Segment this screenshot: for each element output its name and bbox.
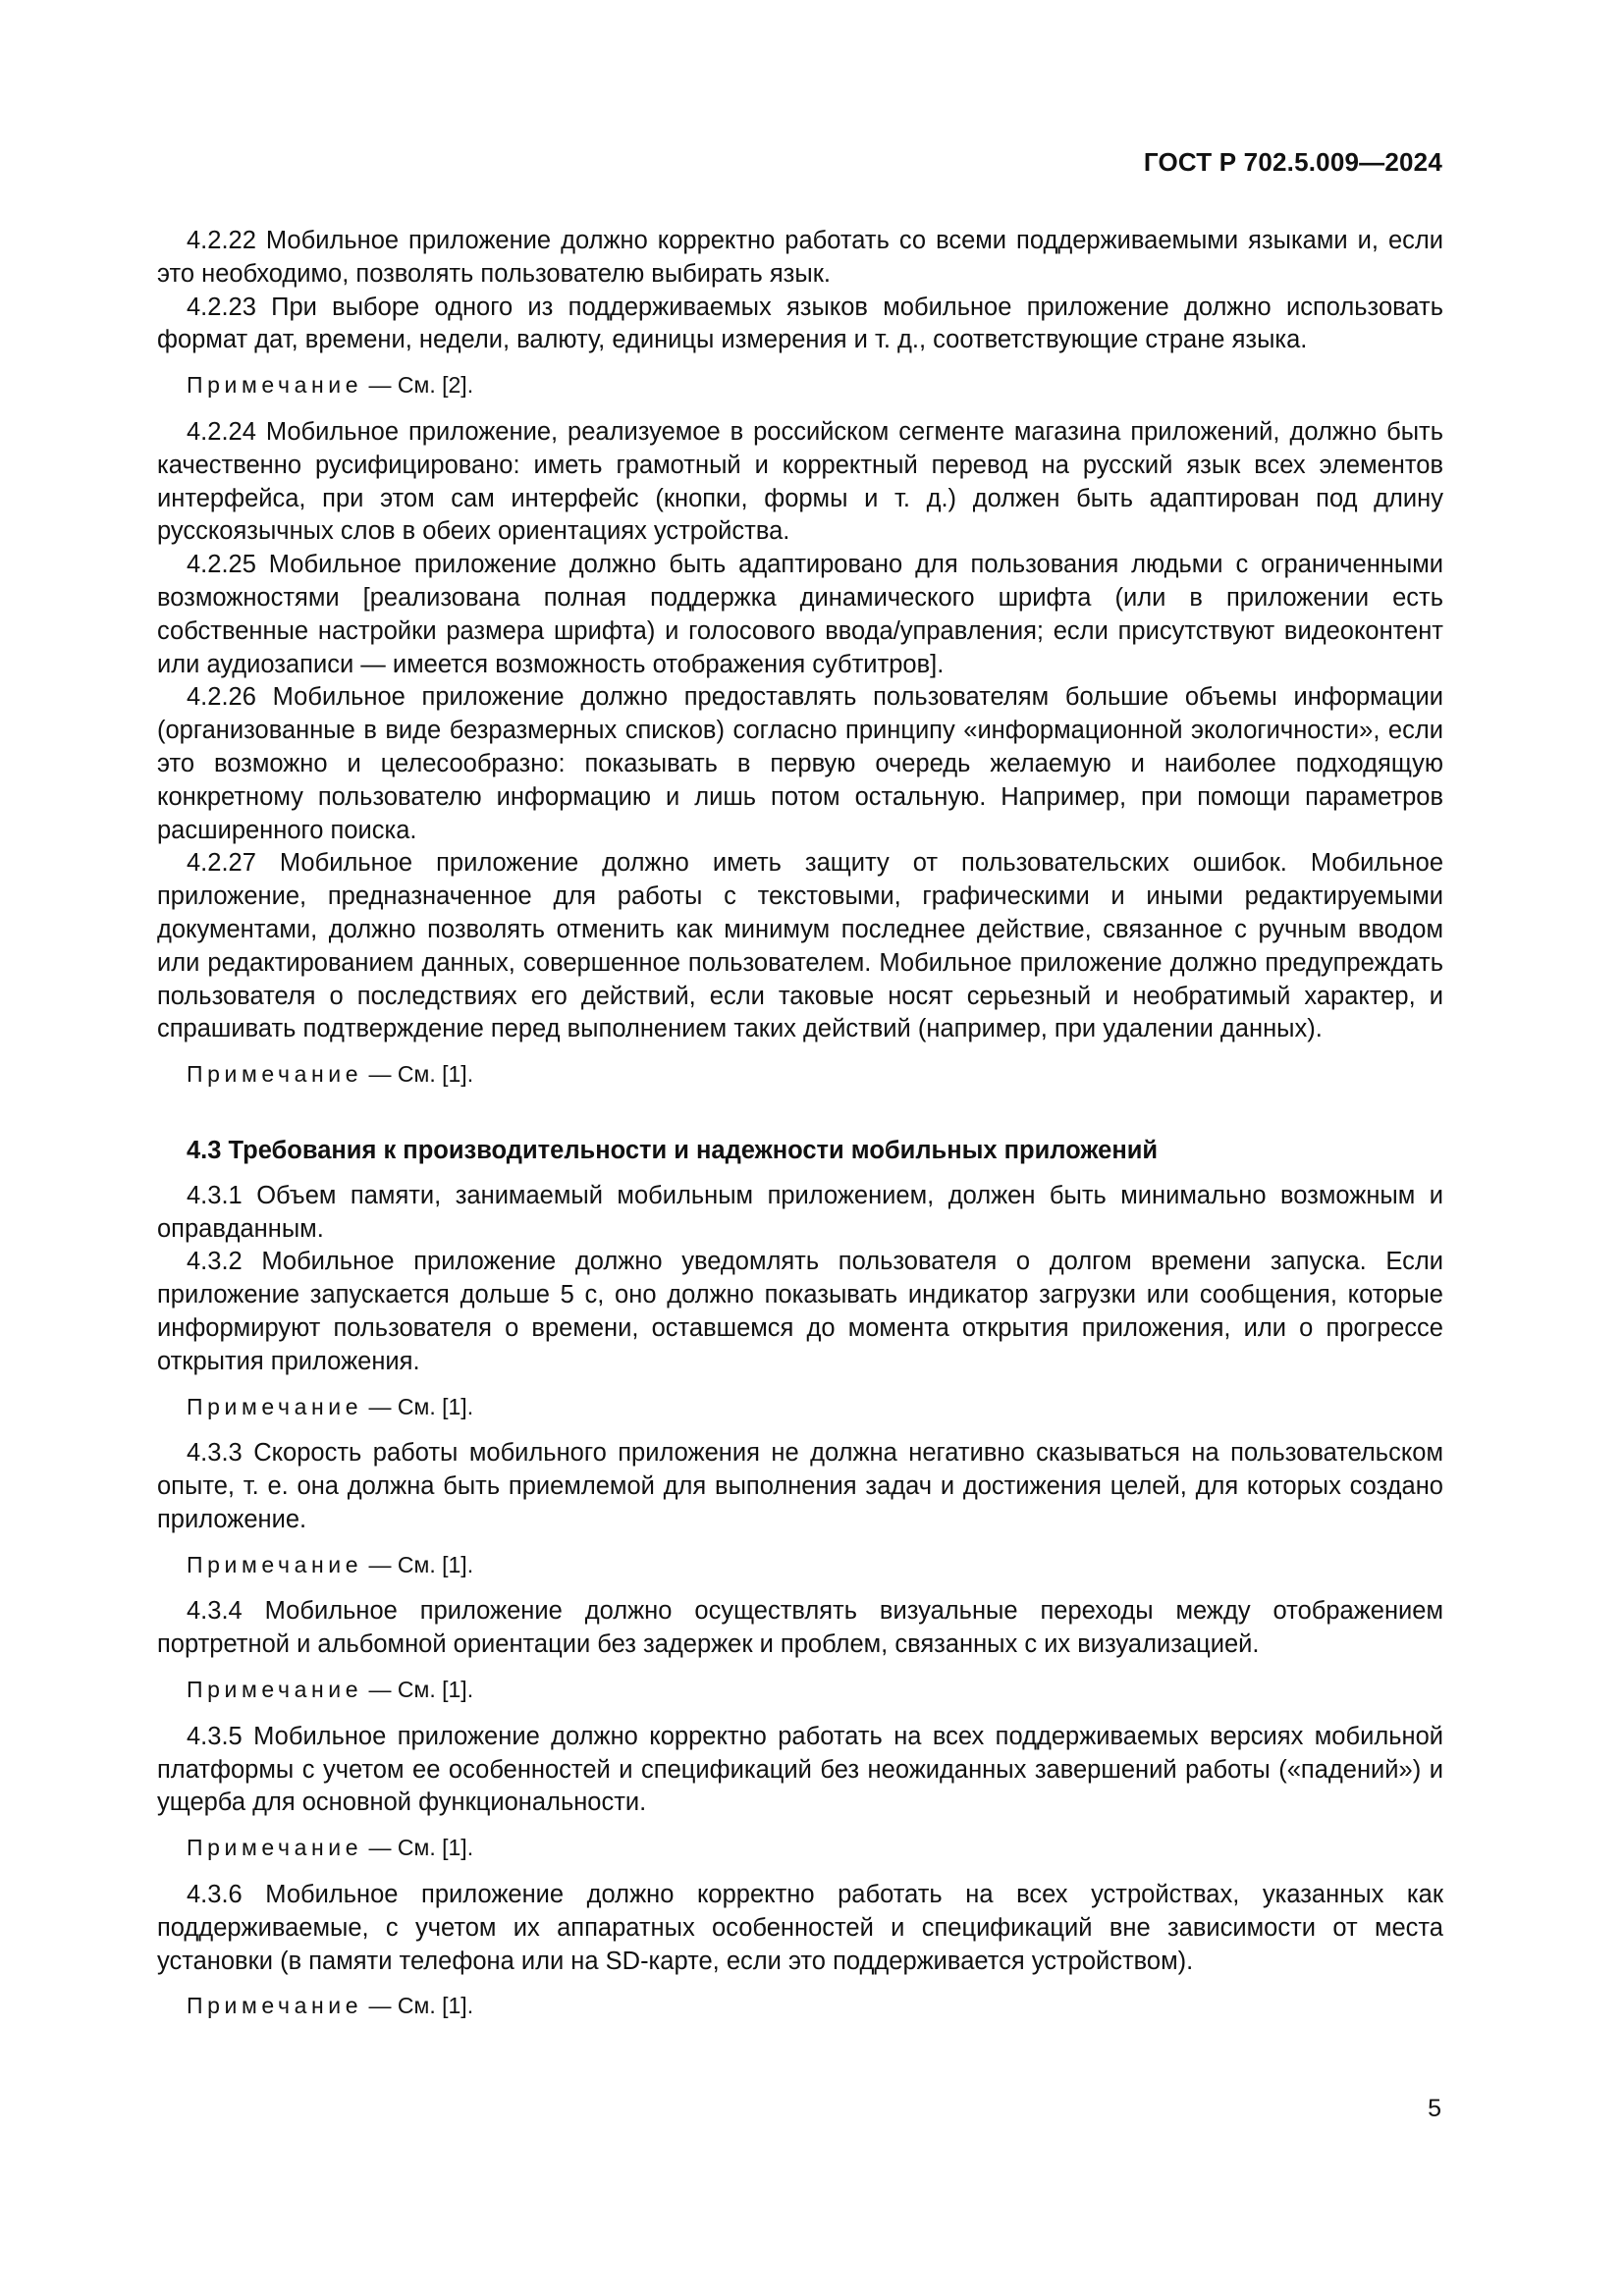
note <box>157 1990 1443 2023</box>
note-label: Примечание <box>187 1061 363 1088</box>
note-text: — См. [1]. <box>362 1993 474 2019</box>
clause-4-3-4: 4.3.4 Мобильное приложение должно осуществлять визуальные переходы между отображением портретной и альбомной ориентации без задержек и проблем, связанных с их визуализацией. <box>157 1597 1443 1659</box>
note-text: — См. [1]. <box>362 1835 474 1861</box>
clause-4-2-27: 4.2.27 Мобильное приложение должно иметь защиту от пользовательских ошибок. Мобильное приложение, предназначенное для работы с текстовыми, графическими и иными редактируемыми документами, должно позволять отменить как минимум последнее действие, связанное с ручным вводом или редактированием данных, совершенное пользователем. Мобильное приложение должно предупреждать пользователя о последствиях его действий, если таковые носят серьезный и необратимый характер, и спрашивать подтверждение перед выполнением таких действий (например, при удалении данных). <box>157 849 1443 1043</box>
note-label: Примечание <box>187 1551 363 1577</box>
note-text: — См. [1]. <box>362 1551 474 1577</box>
note-text: — См. [1]. <box>362 1393 474 1419</box>
clause-4-3-6: 4.3.6 Мобильное приложение должно корректно работать на всех устройствах, указанных как поддерживаемые, с учетом их аппаратных особенностей и спецификаций вне зависимости от места установки (в памяти телефона или на SD-карте, если это поддерживается устройством). <box>157 1881 1443 1975</box>
note-text: — См. [1]. <box>362 1677 474 1703</box>
clause-4-3-5: 4.3.5 Мобильное приложение должно корректно работать на всех поддерживаемых версиях мобильной платформы с учетом ее особенностей и спецификаций без неожиданных завершений работы («падений») и ущерба для основной функциональности. <box>157 1722 1443 1817</box>
standard-code: ГОСТ Р 702.5.009—2024 <box>1143 147 1442 177</box>
clause-4-2-24: 4.2.24 Мобильное приложение, реализуемое в российском сегменте магазина приложений, должно быть качественно русифицировано: иметь грамотный и корректный перевод на русский язык всех элементов интерфейса, при этом сам интерфейс (кнопки, формы и т. д.) должен быть адаптирован под длину русскоязычных слов в обеих ориентациях устройства. <box>157 417 1443 546</box>
note-text: — См. [1]. <box>362 1061 474 1088</box>
note-label: Примечание <box>187 1393 363 1419</box>
clause-4-2-26: 4.2.26 Мобильное приложение должно предоставлять пользователям большие объемы информации (организованные в виде безразмерных списков) согласно принципу «информационной экологичности», если это возможно и целесообразно: показывать в первую очередь желаемую и наиболее подходящую конкретному пользователю информацию и лишь потом остальную. Например, при помощи параметров расширенного поиска. <box>157 683 1443 844</box>
clause-4-3-2: 4.3.2 Мобильное приложение должно уведомлять пользователя о долгом времени запуска. Если приложение запускается дольше 5 с, оно должно показывать индикатор загрузки или сообщения, которые информируют пользователя о времени, оставшемся до момента открытия приложения, или о прогрессе открытия приложения. <box>157 1248 1443 1375</box>
note <box>157 1391 1443 1424</box>
clause-4-2-25: 4.2.25 Мобильное приложение должно быть адаптировано для пользования людьми с ограниченными возможностями [реализована полная поддержка динамического шрифта (или в приложении есть собственные настройки размера шрифта) и голосового ввода/управления; если присутствуют видеоконтент или аудиозаписи — имеется возможность отображения субтитров]. <box>157 551 1443 678</box>
note <box>157 369 1443 402</box>
note-label: Примечание <box>187 1677 363 1703</box>
page-number: 5 <box>1428 2095 1441 2122</box>
clause-4-2-22: 4.2.22 Мобильное приложение должно корректно работать со всеми поддерживаемыми языками и, если это необходимо, позволять пользователю выбирать язык. <box>157 227 1443 288</box>
note-label: Примечание <box>187 1993 363 2019</box>
note-label: Примечание <box>187 1835 363 1861</box>
note <box>157 1832 1443 1865</box>
document-header <box>1144 147 1442 178</box>
note <box>157 1058 1443 1092</box>
note-label: Примечание <box>187 372 363 399</box>
clause-4-2-23: 4.2.23 При выборе одного из поддерживаемых языков мобильное приложение должно использовать формат дат, времени, недели, валюту, единицы измерения и т. д., соответствующие стране языка. <box>157 293 1443 354</box>
note <box>157 1674 1443 1707</box>
clause-4-3-1: 4.3.1 Объем памяти, занимаемый мобильным приложением, должен быть минимально возможным и оправданным. <box>157 1181 1443 1243</box>
note <box>157 1549 1443 1582</box>
note-text: — См. [2]. <box>362 372 474 399</box>
document-body <box>157 225 1443 2037</box>
section-heading-4-3: 4.3 Требования к производительности и надежности мобильных приложений <box>187 1136 1159 1164</box>
clause-4-3-3: 4.3.3 Скорость работы мобильного приложения не должна негативно сказываться на пользовательском опыте, т. е. она должна быть приемлемой для выполнения задач и достижения целей, для которых создано приложение. <box>157 1439 1443 1533</box>
